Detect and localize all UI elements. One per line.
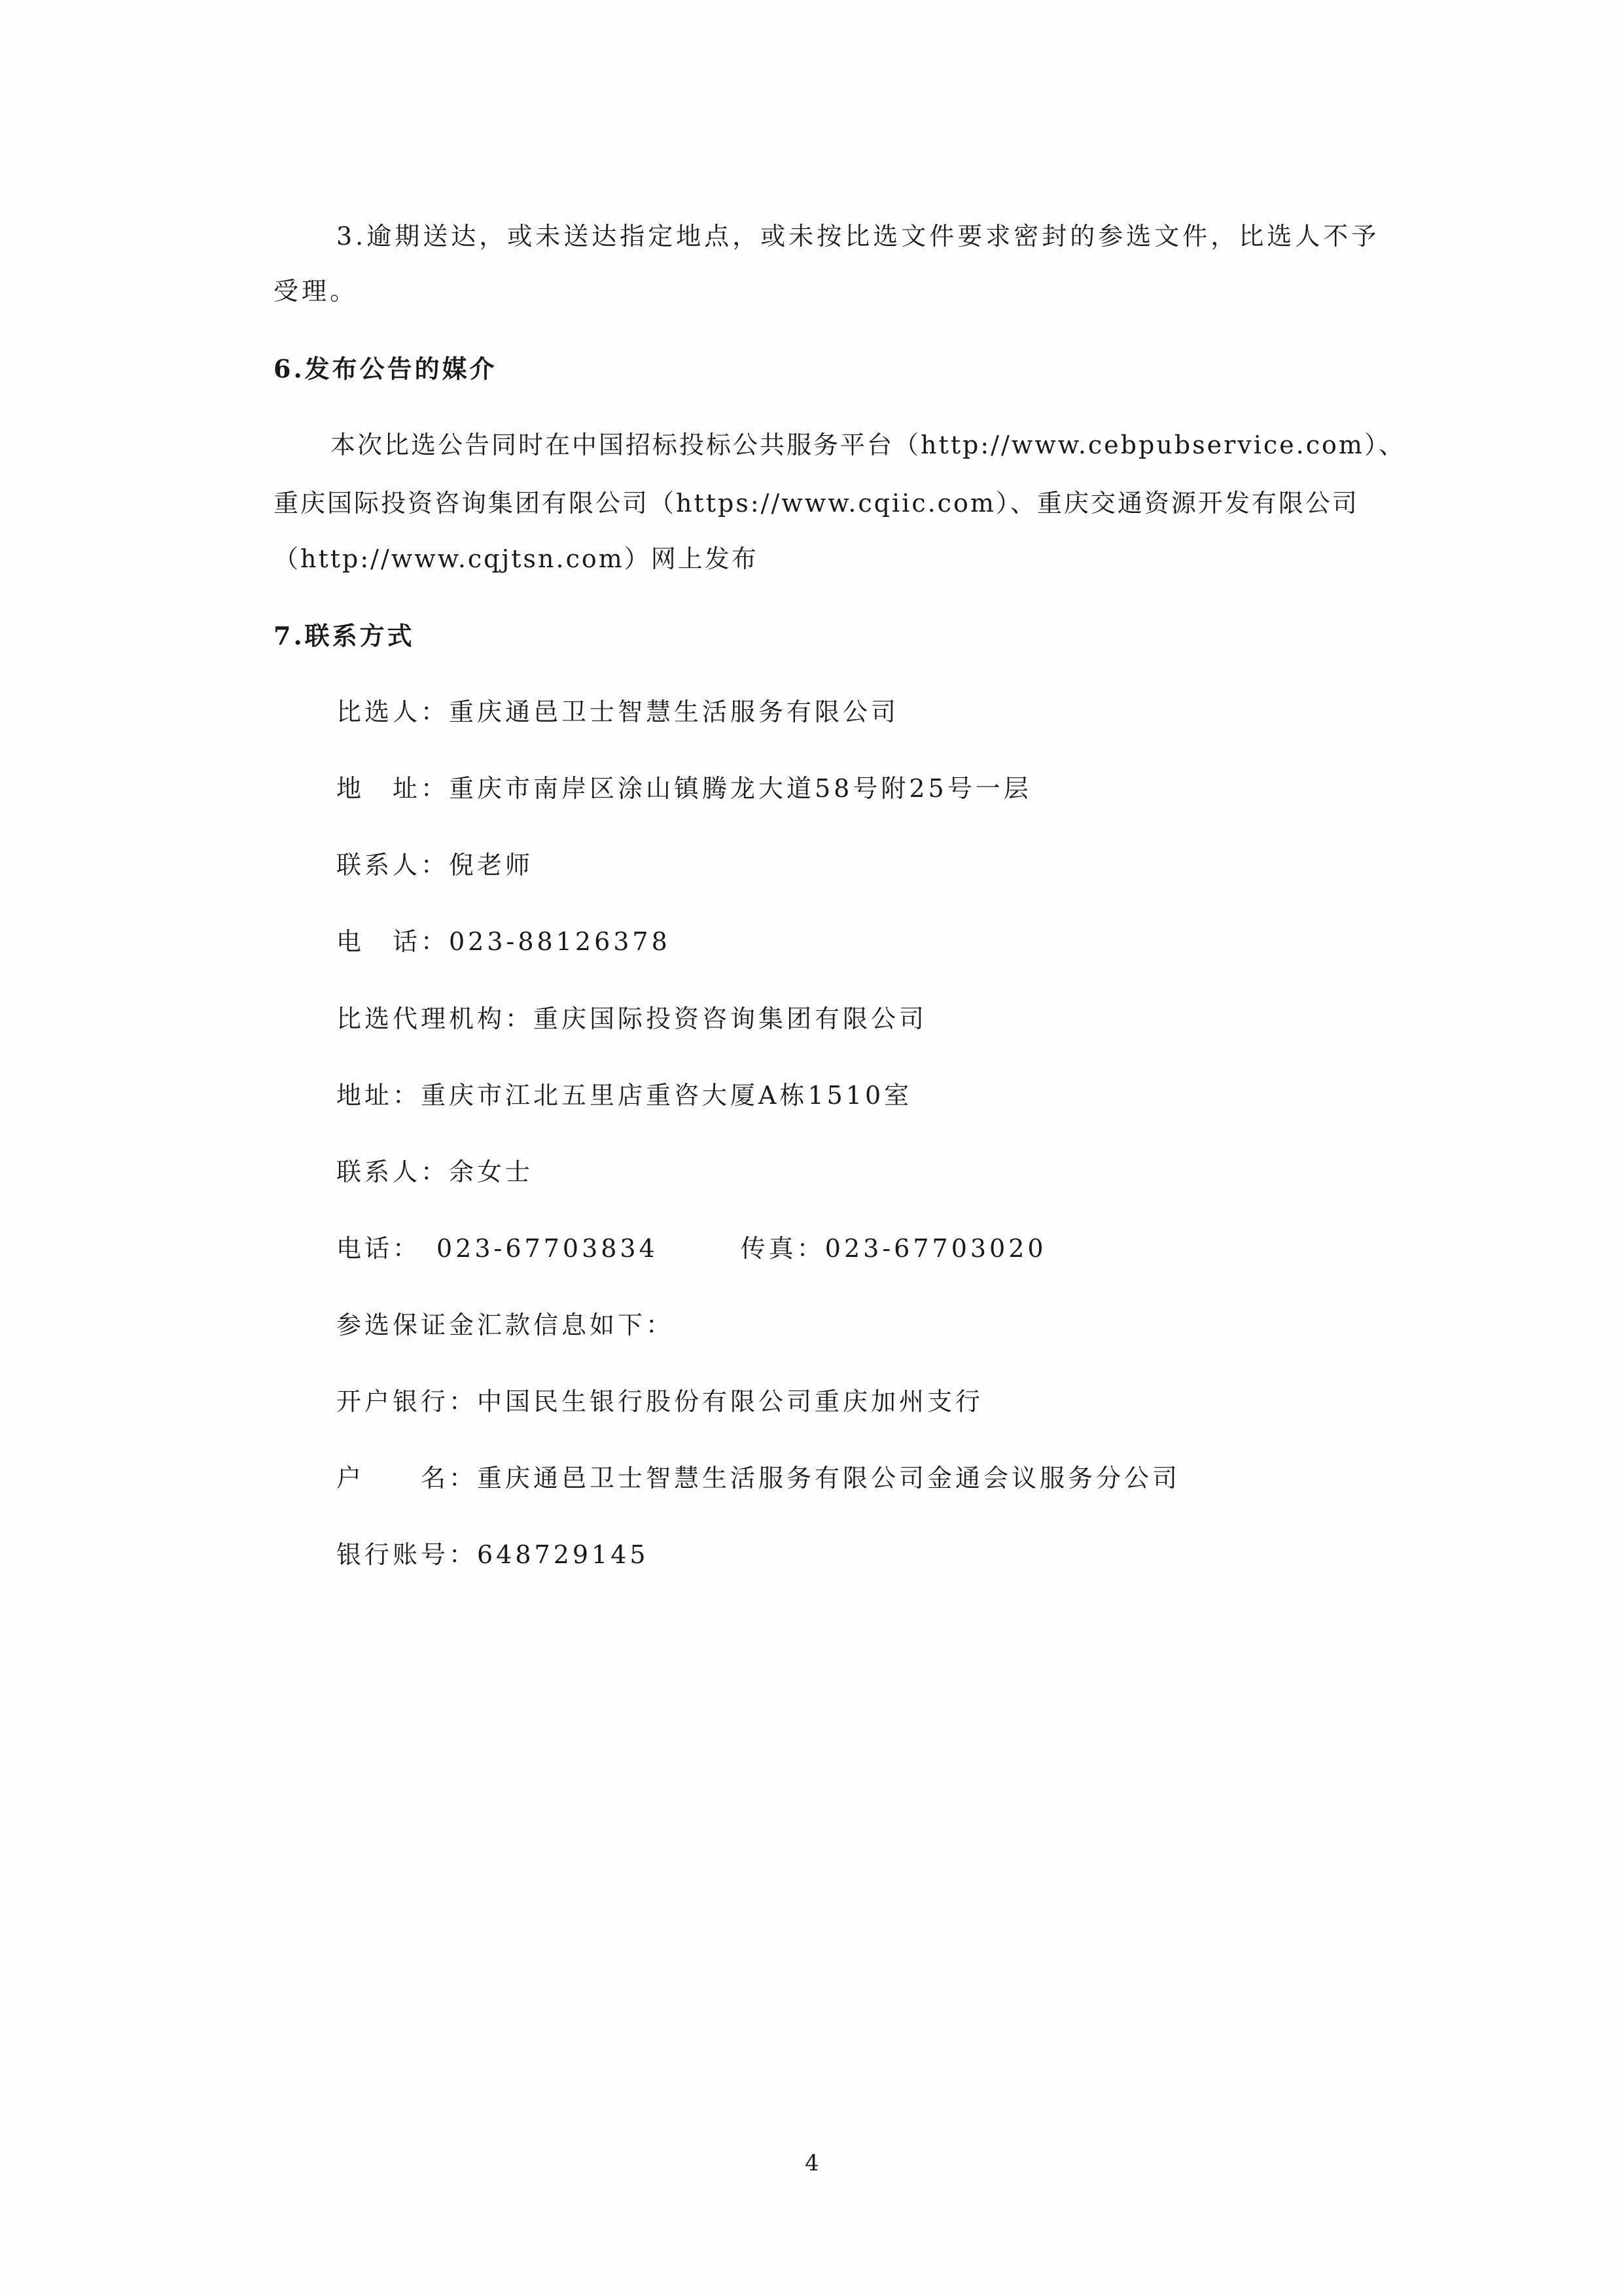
agency-fax: 传真：023-67703020 bbox=[740, 1234, 1047, 1263]
section-7-heading: 7.联系方式 bbox=[274, 621, 415, 650]
account-name-line: 户 名：重庆通邑卫士智慧生活服务有限公司金通会议服务分公司 bbox=[336, 1464, 1181, 1492]
selector-phone-line: 电 话：023-88126378 bbox=[336, 927, 671, 956]
agency-contact-line: 联系人：余女士 bbox=[336, 1157, 534, 1186]
clause-3-line-1: 3.逾期送达，或未送达指定地点，或未按比选文件要求密封的参选文件，比选人不予 bbox=[336, 222, 1380, 251]
selector-contact-line: 联系人：倪老师 bbox=[336, 851, 534, 879]
agency-phone: 电话： 023-67703834 bbox=[336, 1234, 658, 1263]
agency-address-line: 地址：重庆市江北五里店重咨大厦A栋1510室 bbox=[336, 1081, 913, 1110]
agency-phone-fax-line bbox=[336, 1236, 1047, 1261]
deposit-intro-line: 参选保证金汇款信息如下： bbox=[336, 1311, 675, 1339]
agency-line: 比选代理机构：重庆国际投资咨询集团有限公司 bbox=[336, 1004, 928, 1033]
selector-address-line: 地 址：重庆市南岸区涂山镇腾龙大道58号附25号一层 bbox=[336, 774, 1032, 803]
section-6-heading: 6.发布公告的媒介 bbox=[274, 354, 497, 383]
clause-3-line-2: 受理。 bbox=[274, 277, 359, 306]
section-6-line-3: （http://www.cqjtsn.com）网上发布 bbox=[274, 544, 758, 573]
section-6-line-1: 本次比选公告同时在中国招标投标公共服务平台（http://www.cebpubservice.com）、 bbox=[330, 431, 1405, 459]
bank-line: 开户银行：中国民生银行股份有限公司重庆加州支行 bbox=[336, 1387, 984, 1416]
account-number-line: 银行账号：648729145 bbox=[336, 1540, 649, 1569]
section-6-line-2: 重庆国际投资咨询集团有限公司（https://www.cqiic.com）、重庆交通资源开发有限公司 bbox=[274, 489, 1359, 518]
page-number: 4 bbox=[805, 2150, 819, 2176]
selector-line: 比选人：重庆通邑卫士智慧生活服务有限公司 bbox=[336, 698, 900, 726]
